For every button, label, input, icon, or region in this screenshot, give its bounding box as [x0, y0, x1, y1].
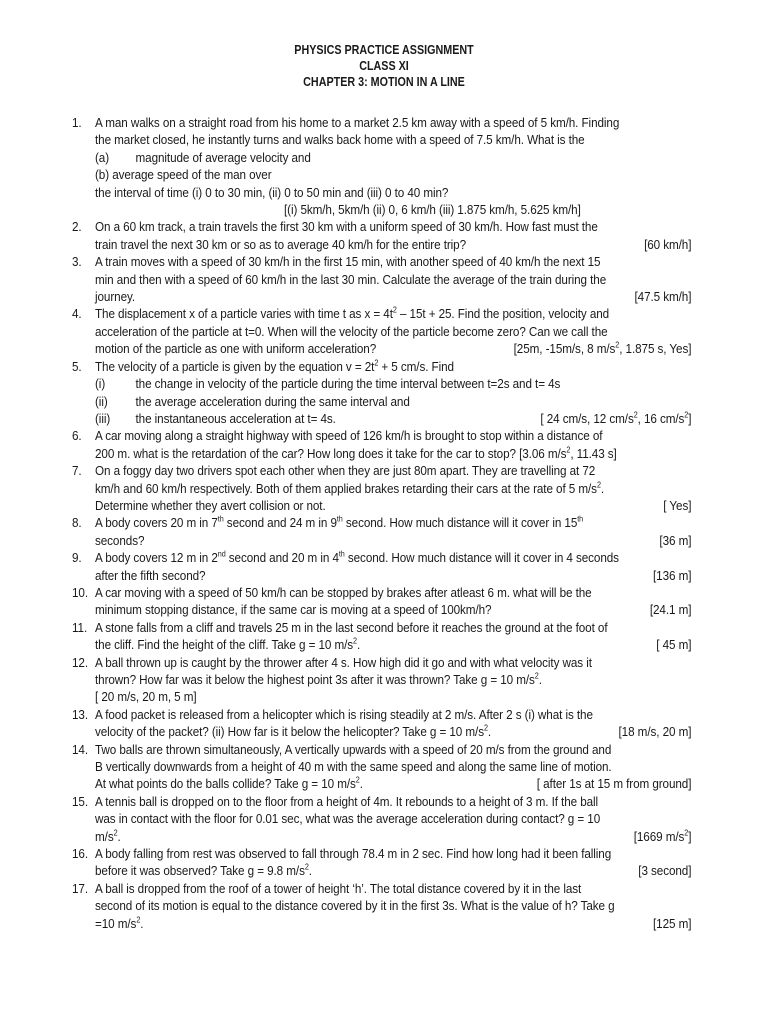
question-line-with-answer: $m/s^2$. [1669 $m/s^2$] — [95, 828, 692, 844]
question-text: thrown? How far was it below the highest point 3s after it was thrown? Take g = 10 $m/s^2$. — [95, 671, 542, 687]
question-6 — [72, 427, 692, 462]
question-number: 16. — [72, 846, 89, 862]
question-line-with-answer: before it was observed? Take g = 9.8 $m/s^2$. [3 second] — [95, 863, 692, 879]
question-line-with-answer: At what points do the balls collide? Take g = 10 $m/s^2$. [ after 1s at 15 m from ground] — [95, 776, 692, 792]
question-number: 12. — [72, 654, 89, 670]
question-text-with-answer: 200 m. what is the retardation of the car? How long does it take for the car to stop? [3.06 $m/s^2$, 11.43 s] — [95, 445, 617, 461]
question-17 — [72, 880, 692, 932]
answer: [ 20 m/s, 20 m, 5 m] — [95, 689, 197, 705]
question-number: 15. — [72, 793, 89, 809]
question-line-with-answer: =10 $m/s^2$. [125 m] — [95, 915, 692, 931]
question-text: B vertically downwards from a height of 40 m with the same speed and along the same line of motion. — [95, 759, 612, 775]
answer: [36 m] — [659, 532, 692, 548]
question-4 — [72, 305, 692, 357]
question-number: 5. — [72, 358, 82, 374]
question-text: On a foggy day two drivers spot each other when they are just 80m apart. They are travelling at 72 — [95, 463, 596, 479]
question-line-with-answer: train travel the next 30 km or so as to average 40 km/h for the entire trip? [60 km/h] — [95, 236, 692, 252]
question-text: The velocity of a particle is given by the equation $v = 2t^2 + 5$ cm/s. Find — [95, 358, 454, 374]
document-header — [0, 42, 768, 90]
question-number: 1. — [72, 115, 82, 130]
question-line-with-answer: journey. [47.5 km/h] — [95, 289, 692, 305]
answer: [ 45 m] — [656, 637, 692, 653]
question-9 — [72, 549, 692, 584]
question-text: the market closed, he instantly turns and walks back home with a speed of 7.5 km/h. What is the — [95, 132, 585, 148]
question-text: A food packet is released from a helicopter which is rising steadily at 2 m/s. After 2 s (i) what is the — [95, 706, 593, 722]
question-text: A ball thrown up is caught by the thrower after 4 s. How high did it go and with what velocity was it — [95, 654, 592, 670]
question-line-with-answer: after the fifth second? [136 m] — [95, 567, 692, 583]
question-number: 3. — [72, 254, 82, 270]
answer: [24.1 m] — [649, 602, 692, 618]
question-number: 13. — [72, 706, 89, 722]
class-label: CLASS XI — [359, 59, 409, 73]
question-text: min and then with a speed of 60 km/h in the last 30 min. Calculate the average of the train during the — [95, 271, 607, 287]
question-text: The displacement x of a particle varies with time t as $x = 4t^2 - 15t + 25$. Find the position, velocity and — [95, 306, 610, 322]
question-line-with-answer: Determine whether they avert collision or not. [ Yes] — [95, 497, 692, 513]
answer: [125 m] — [653, 915, 692, 931]
question-text: A train moves with a speed of 30 km/h in the first 15 min, with another speed of 40 km/h the next 15 — [95, 254, 601, 270]
question-text: A stone falls from a cliff and travels 25 m in the last second before it reaches the ground at the foot of — [95, 619, 608, 635]
answer: [ after 1s at 15 m from ground] — [536, 776, 692, 792]
question-text: A tennis ball is dropped on to the floor from a height of 4m. It rebounds to a height of 3 m. If the ball — [95, 793, 599, 809]
question-text: A body falling from rest was observed to fall through 78.4 m in 2 sec. Find how long had it been falling — [95, 846, 612, 862]
question-15 — [72, 793, 692, 845]
question-number: 17. — [72, 880, 89, 896]
answer: [47.5 km/h] — [634, 289, 692, 305]
question-text: the interval of time (i) 0 to 30 min, (ii) 0 to 50 min and (iii) 0 to 40 min? — [95, 184, 449, 200]
question-number: 8. — [72, 515, 82, 531]
question-number: 9. — [72, 550, 82, 566]
answer: [18 m/s, 20 m] — [618, 724, 692, 740]
question-number: 10. — [72, 584, 89, 600]
sub-item-b: (b) average speed of the man over — [95, 167, 272, 183]
question-number: 6. — [72, 428, 82, 444]
question-line-with-answer: minimum stopping distance, if the same car is moving at a speed of 100km/h? [24.1 m] — [95, 602, 692, 618]
answer: [60 km/h] — [644, 236, 692, 252]
question-7 — [72, 462, 692, 514]
question-line-with-answer: motion of the particle as one with uniform acceleration? [25m, -15m/s, 8 $m/s^2$, 1.875 s, Yes] — [95, 340, 692, 357]
question-11 — [72, 619, 692, 654]
question-text: A ball is dropped from the roof of a tower of height ‘h’. The total distance covered by it in the last — [95, 880, 582, 896]
answer: [ 24 cm/s, 12 $cm/s^2$, 16 $cm/s^2$] — [540, 410, 692, 426]
question-text: Two balls are thrown simultaneously, A vertically upwards with a speed of 20 m/s from the ground and — [95, 741, 612, 757]
question-text: A car moving with a speed of 50 km/h can be stopped by brakes after atleast 6 m. what will be the — [95, 584, 592, 600]
answer: [(i) 5km/h, 5km/h (ii) 0, 6 km/h (iii) 1.875 km/h, 5.625 km/h] — [284, 202, 581, 218]
sub-item-a: (a) magnitude of average velocity and — [95, 149, 311, 165]
question-8 — [72, 514, 692, 549]
answer: [136 m] — [653, 567, 692, 583]
question-text: A body covers 12 m in 2nd second and 20 m in 4th second. How much distance will it cover in 4 seconds — [95, 549, 619, 566]
sub-item-iii: (iii) the instantaneous acceleration at t= 4s. [ 24 cm/s, 12 $cm/s^2$, 16 $cm/s^2$] — [95, 410, 692, 426]
answer: [3 second] — [638, 863, 692, 879]
question-text: A body covers 20 m in 7th second and 24 m in 9th second. How much distance will it cover in 15th — [95, 515, 584, 531]
question-1 — [72, 114, 692, 218]
question-16 — [72, 845, 692, 880]
question-13 — [72, 706, 692, 741]
answer: [1669 $m/s^2$] — [633, 828, 692, 844]
question-5 — [72, 358, 692, 428]
question-text: A car moving along a straight highway with speed of 126 km/h is brought to stop within a distance of — [95, 428, 603, 444]
sub-item-ii: (ii) the average acceleration during the same interval and — [95, 393, 410, 409]
chapter-title: CHAPTER 3: MOTION IN A LINE — [303, 75, 465, 89]
question-line-with-answer: velocity of the packet? (ii) How far is it below the helicopter? Take g = 10 $m/s^2$. [18 m/s, 20 m] — [95, 723, 692, 740]
question-text: km/h and 60 km/h respectively. Both of them applied brakes retarding their cars at the rate of 5 $m/s^2$. — [95, 480, 605, 496]
question-14 — [72, 741, 692, 793]
question-line-with-answer: seconds? [36 m] — [95, 532, 692, 548]
question-text: acceleration of the particle at t=0. When will the velocity of the particle become zero? Can we call the — [95, 323, 608, 339]
question-number: 7. — [72, 463, 82, 479]
question-text: On a 60 km track, a train travels the first 30 km with a uniform speed of 30 km/h. How fast must the — [95, 219, 598, 235]
question-text: was in contact with the floor for 0.01 sec, what was the average acceleration during contact? g = 10 — [95, 811, 601, 827]
question-text: second of its motion is equal to the distance covered by it in the first 3s. What is the value of h? Take g — [95, 898, 615, 914]
answer: [25m, -15m/s, 8 $m/s^2$, 1.875 s, Yes] — [513, 340, 692, 357]
question-3 — [72, 253, 692, 305]
sub-item-i: (i) the change in velocity of the particle during the time interval between t=2s and t= 4s — [95, 376, 561, 392]
question-12 — [72, 654, 692, 706]
question-line-with-answer: the cliff. Find the height of the cliff. Take g = 10 $m/s^2$. [ 45 m] — [95, 636, 692, 653]
question-10 — [72, 584, 692, 619]
question-list — [72, 114, 692, 932]
question-number: 11. — [72, 619, 88, 635]
question-number: 2. — [72, 219, 82, 235]
answer: [ Yes] — [663, 497, 692, 513]
question-2 — [72, 218, 692, 253]
assignment-title: PHYSICS PRACTICE ASSIGNMENT — [294, 43, 474, 57]
question-number: 14. — [72, 741, 89, 757]
question-number: 4. — [72, 306, 82, 322]
question-text: A man walks on a straight road from his home to a market 2.5 km away with a speed of 5 km/h. Finding — [95, 115, 620, 130]
